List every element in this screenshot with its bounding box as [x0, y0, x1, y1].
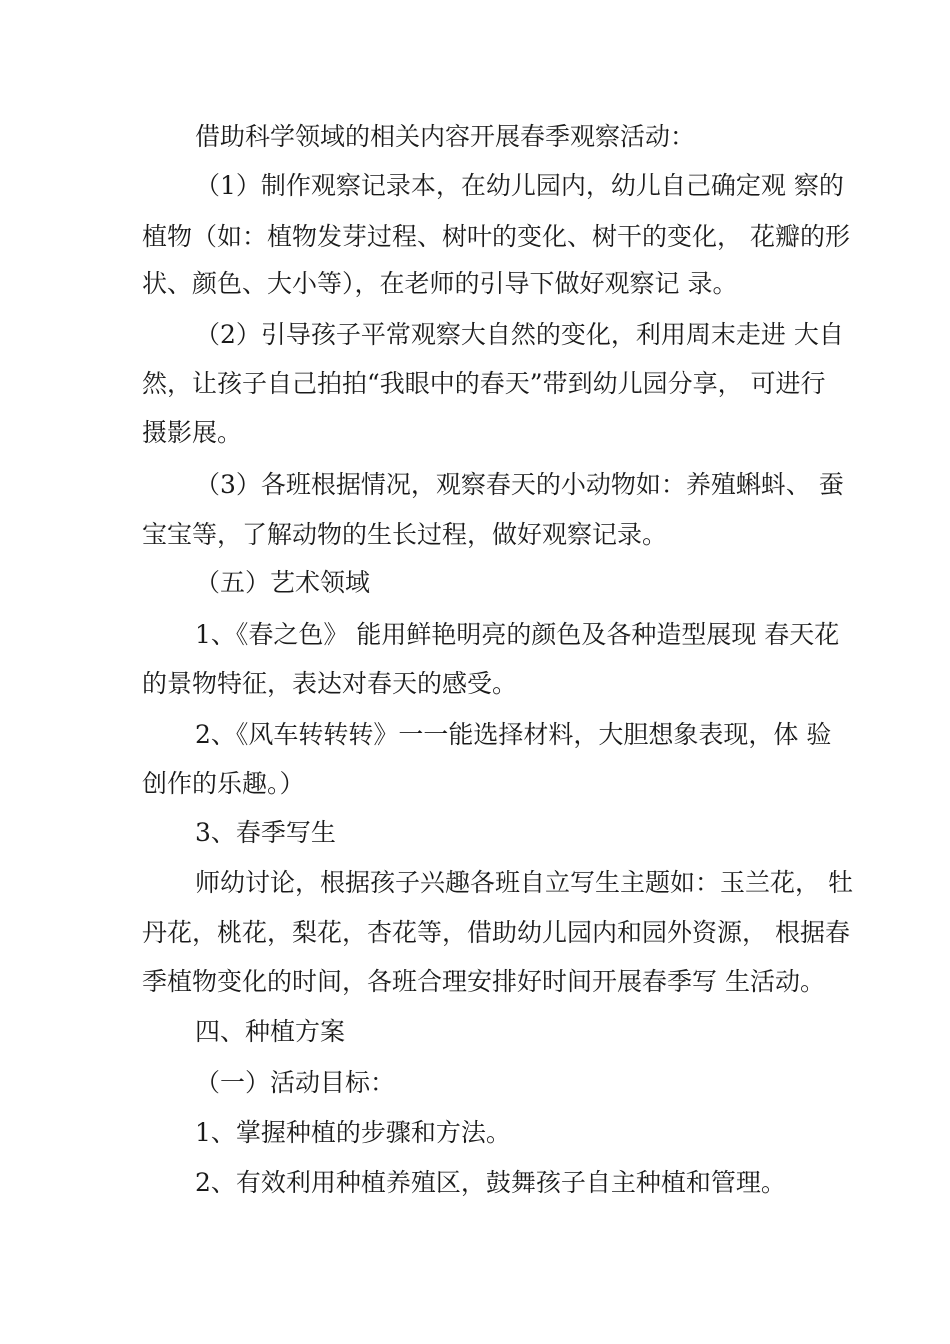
text-line: 1、《春之色》 能用鲜艳明亮的颜色及各种造型展现 春天花 [195, 620, 840, 649]
section-heading: （五）艺术领域 [195, 568, 371, 597]
text-line: 然，让孩子自己拍拍“我眼中的春天”带到幼儿园分享， 可进行 [142, 369, 826, 398]
text-line: 师幼讨论，根据孩子兴趣各班自立写生主题如：玉兰花， 牡 [195, 868, 853, 897]
text-line: 植物（如：植物发芽过程、树叶的变化、树干的变化， 花瓣的形 [142, 222, 850, 251]
text-line: 摄影展。 [142, 418, 243, 447]
text-line: 借助科学领域的相关内容开展春季观察活动： [195, 122, 696, 151]
text-line: （3）各班根据情况，观察春天的小动物如：养殖蝌蚪、 蚕 [195, 470, 844, 499]
text-line: 的景物特征，表达对春天的感受。 [142, 669, 518, 698]
text-line: （2）引导孩子平常观察大自然的变化，利用周末走进 大自 [195, 320, 844, 349]
section-heading: 四、种植方案 [195, 1017, 346, 1046]
text-line: （1）制作观察记录本，在幼儿园内，幼儿自己确定观 察的 [195, 171, 844, 200]
text-line: 状、颜色、大小等），在老师的引导下做好观察记 录。 [142, 269, 738, 298]
text-line: 丹花，桃花，梨花，杏花等，借助幼儿园内和园外资源， 根据春 [142, 918, 850, 947]
text-line: 2、《风车转转转》一一能选择材料，大胆想象表现，体 验 [195, 720, 832, 749]
text-line: 季植物变化的时间，各班合理安排好时间开展春季写 生活动。 [142, 967, 825, 996]
text-line: 宝宝等，了解动物的生长过程，做好观察记录。 [142, 520, 668, 549]
text-line: 创作的乐趣。） [142, 769, 305, 798]
text-line: 1、掌握种植的步骤和方法。 [195, 1118, 511, 1147]
section-heading: 3、春季写生 [195, 818, 336, 847]
text-line: 2、有效利用种植养殖区，鼓舞孩子自主种植和管理。 [195, 1168, 786, 1197]
section-heading: （一）活动目标： [195, 1068, 396, 1097]
